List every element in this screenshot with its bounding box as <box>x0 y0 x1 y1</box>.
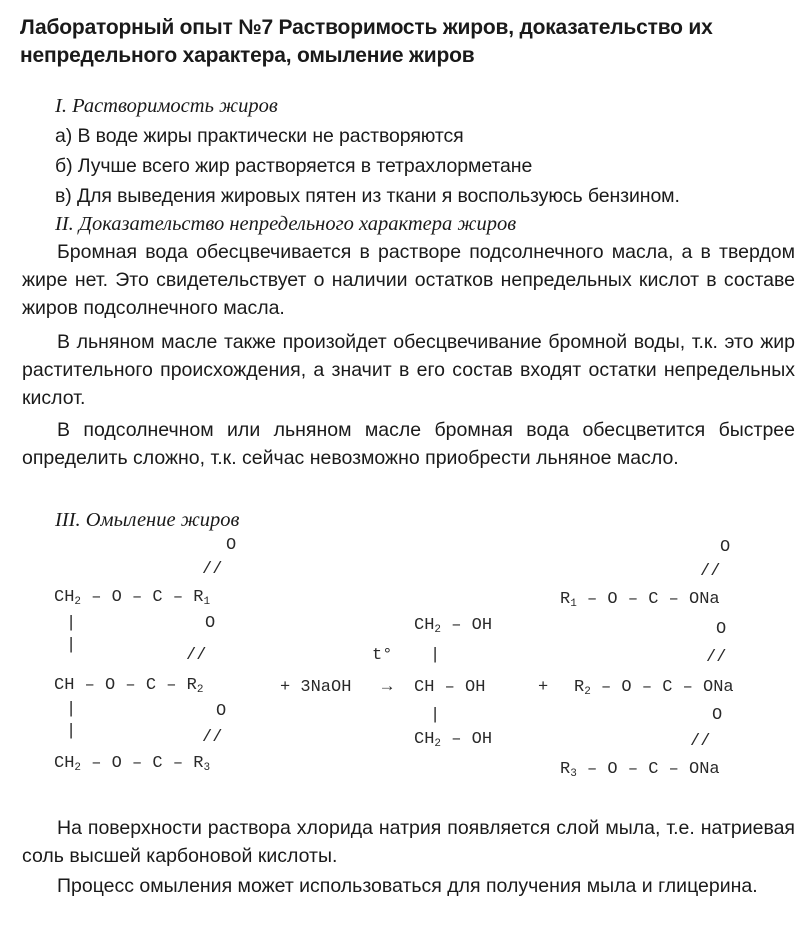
glycerol-row-1: $CH_2$ – OH <box>414 616 493 636</box>
double-bond: // <box>700 562 721 581</box>
triglyceride-row-2: CH – O – C – $R_2$ <box>54 676 204 696</box>
triglyceride-row-3: $CH_2$ – O – C – $R_3$ <box>54 754 211 774</box>
section-3-heading: III. Омыление жиров <box>55 509 240 531</box>
list-item: б) Лучше всего жир растворяется в тетрахлорметане <box>55 155 533 177</box>
reaction-condition: t° <box>372 646 393 665</box>
vertical-bond: | <box>66 636 77 655</box>
paragraph: На поверхности раствора хлорида натрия появляется слой мыла, т.е. натриевая соль высшей карбоновой кислоты. <box>22 817 795 867</box>
vertical-bond: | <box>430 646 441 665</box>
plus-sign: + <box>538 678 549 697</box>
paragraph: Процесс омыления может использоваться для получения мыла и глицерина. <box>57 875 758 897</box>
paragraph: В льняном масле также произойдет обесцвечивание бромной воды, т.к. это жир растительного происхождения, а значит в его состав входят остатки непредельных кислот. <box>22 331 795 409</box>
soap-row-3: $R_3$ – O – C – ONa <box>560 760 720 780</box>
section-2-heading: II. Доказательство непредельного характера жиров <box>55 213 517 235</box>
vertical-bond: | <box>66 614 77 633</box>
list-item: в) Для выведения жировых пятен из ткани я воспользуюсь бензином. <box>55 185 680 207</box>
reagent-naoh: + 3NaOH <box>280 678 352 697</box>
carbonyl-o: O <box>716 620 727 639</box>
vertical-bond: | <box>430 706 441 725</box>
page-title: Лабораторный опыт №7 Растворимость жиров, доказательство их непредельного характера, омыление жиров <box>20 16 713 67</box>
double-bond: // <box>690 732 711 751</box>
carbonyl-o: O <box>712 706 723 725</box>
carbonyl-o: O <box>216 702 227 721</box>
soap-row-2: $R_2$ – O – C – ONa <box>574 678 734 698</box>
double-bond: // <box>202 728 223 747</box>
carbonyl-o: O <box>205 614 216 633</box>
double-bond: // <box>202 560 223 579</box>
paragraph: Бромная вода обесцвечивается в растворе подсолнечного масла, а в твердом жире нет. Это свидетельствует о наличии остатков непредельных кислот в составе жиров подсолнечного масла. <box>22 241 795 319</box>
triglyceride-row-1: $CH_2$ – O – C – $R_1$ <box>54 588 211 608</box>
carbonyl-o: O <box>720 538 731 557</box>
vertical-bond: | <box>66 700 77 719</box>
carbonyl-o: O <box>226 536 237 555</box>
soap-row-1: $R_1$ – O – C – ONa <box>560 590 720 610</box>
glycerol-row-3: $CH_2$ – OH <box>414 730 493 750</box>
list-item: а) В воде жиры практически не растворяются <box>55 125 464 147</box>
reaction-arrow-icon: → <box>382 678 393 697</box>
glycerol-row-2: CH – OH <box>414 678 486 697</box>
vertical-bond: | <box>66 722 77 741</box>
double-bond: // <box>186 646 207 665</box>
section-1-heading: I. Растворимость жиров <box>55 95 278 117</box>
double-bond: // <box>706 648 727 667</box>
paragraph: В подсолнечном или льняном масле бромная вода обесцветится быстрее определить сложно, т.к. сейчас невозможно приобрести льняное масло. <box>22 419 795 469</box>
